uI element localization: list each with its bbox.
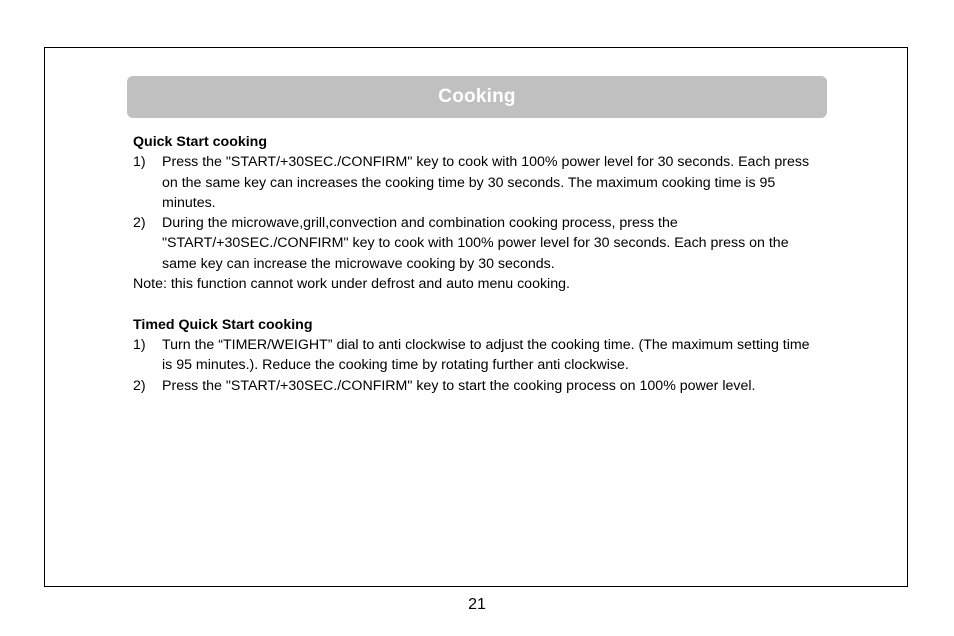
note-text: Note: this function cannot work under defrost and auto menu cooking. <box>133 276 570 293</box>
content-body <box>133 132 823 396</box>
list-item <box>133 152 823 213</box>
list-item <box>133 335 823 376</box>
page-title: Cooking <box>438 86 516 107</box>
item-number: 2) <box>133 215 146 232</box>
item-text: Turn the “TIMER/WEIGHT” dial to anti clockwise to adjust the cooking time. (The maximum setting time is 95 minutes.). Reduce the cooking time by rotating further anti clockwise. <box>162 336 810 374</box>
page-number: 21 <box>468 596 486 613</box>
section-heading: Quick Start cooking <box>133 134 268 150</box>
item-number: 1) <box>133 336 146 353</box>
item-text: Press the "START/+30SEC./CONFIRM" key to start the cooking process on 100% power level. <box>162 377 756 394</box>
title-banner <box>127 76 827 118</box>
list-item <box>133 213 823 274</box>
section-timed-quick-start <box>133 315 823 396</box>
item-text: During the microwave,grill,convection and combination cooking process, press the "START/+30SEC./CONFIRM" key to cook with 100% power level for 30 seconds. Each press on the same key can increase the microwave cooking by 30 seconds. <box>162 215 789 272</box>
section-heading: Timed Quick Start cooking <box>133 316 313 333</box>
section-quick-start <box>133 132 823 294</box>
item-number: 1) <box>133 154 146 171</box>
list-item <box>133 376 823 396</box>
item-text: Press the "START/+30SEC./CONFIRM" key to cook with 100% power level for 30 seconds. Each press on the same key can increases the cooking time by 30 seconds. The maximum cooking time is 95 minutes. <box>162 154 810 211</box>
item-number: 2) <box>133 377 146 394</box>
